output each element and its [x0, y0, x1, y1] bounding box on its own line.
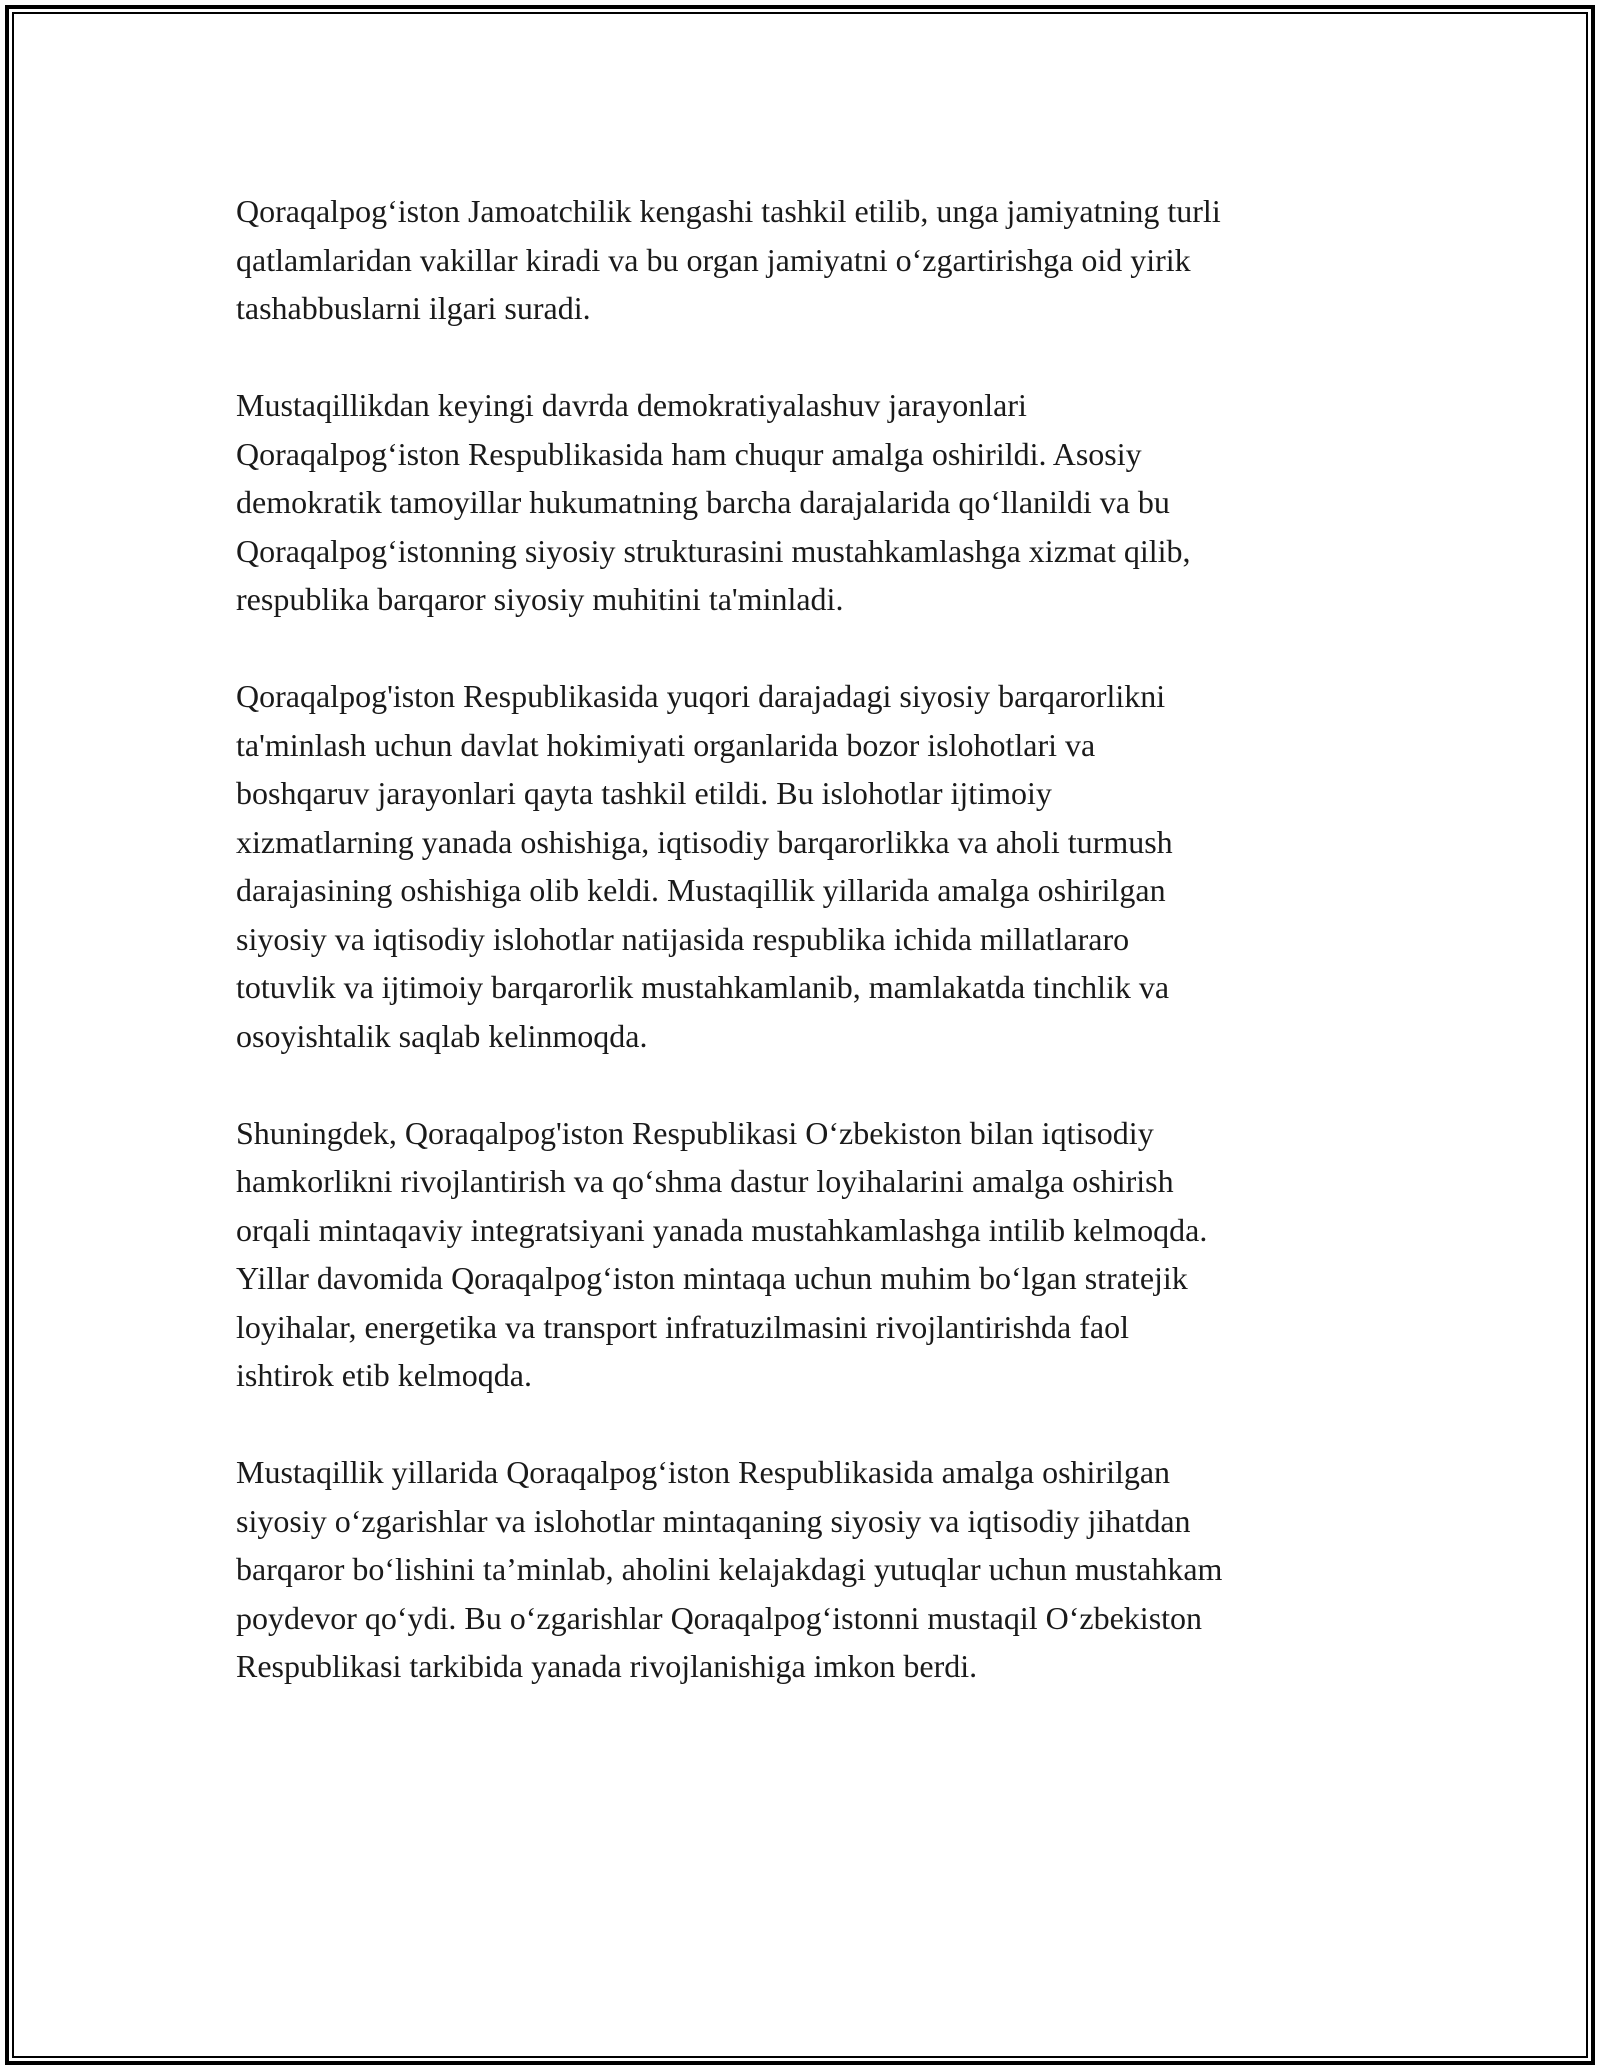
text-line: qatlamlaridan vakillar kiradi va bu organ jamiyatni o‘zgartirishga oid yirik: [236, 241, 1191, 278]
text-line: ishtirok etib kelmoqda.: [236, 1357, 532, 1393]
document-body: [236, 187, 1396, 1739]
text-line: demokratik tamoyillar hukumatning barcha darajalarida qo‘llanildi va bu: [236, 484, 1170, 520]
text-line: Respublikasi tarkibida yanada rivojlanishiga imkon berdi.: [236, 1648, 978, 1684]
text-line: totuvlik va ijtimoiy barqarorlik mustahkamlanib, mamlakatda tinchlik va: [236, 969, 1170, 1005]
paragraph-5: [236, 1448, 1396, 1691]
paragraph-4: [236, 1109, 1396, 1400]
text-line: siyosiy o‘zgarishlar va islohotlar mintaqaning siyosiy va iqtisodiy jihatdan: [236, 1502, 1191, 1539]
text-line: tashabbuslarni ilgari suradi.: [236, 290, 591, 326]
text-line: Mustaqillik yillarida Qoraqalpog‘iston Respublikasida amalga oshirilgan: [236, 1454, 1171, 1490]
text-line: poydevor qo‘ydi. Bu o‘zgarishlar Qoraqalpog‘istonni mustaqil O‘zbekiston: [236, 1599, 1203, 1636]
text-line: ta'minlash uchun davlat hokimiyati organlarida bozor islohotlari va: [236, 726, 1096, 763]
paragraph-3: [236, 672, 1396, 1060]
text-line: Yillar davomida Qoraqalpog‘iston mintaqa uchun muhim bo‘lgan stratejik: [236, 1260, 1188, 1296]
text-line: Qoraqalpog‘iston Jamoatchilik kengashi tashkil etilib, unga jamiyatning turli: [236, 193, 1221, 229]
text-line: xizmatlarning yanada oshishiga, iqtisodiy barqarorlikka va aholi turmush: [236, 823, 1173, 860]
text-line: hamkorlikni rivojlantirish va qo‘shma dastur loyihalarini amalga oshirish: [236, 1163, 1174, 1199]
paragraph-1: [236, 187, 1396, 333]
text-line: Mustaqillikdan keyingi davrda demokratiyalashuv jarayonlari: [236, 387, 1027, 423]
text-line: siyosiy va iqtisodiy islohotlar natijasida respublika ichida millatlararo: [236, 920, 1130, 957]
text-line: barqaror bo‘lishini ta’minlab, aholini kelajakdagi yutuqlar uchun mustahkam: [236, 1551, 1223, 1587]
text-line: Qoraqalpog‘iston Respublikasida ham chuqur amalga oshirildi. Asosiy: [236, 435, 1142, 472]
text-line: Qoraqalpog'iston Respublikasida yuqori darajadagi siyosiy barqarorlikni: [236, 678, 1166, 714]
text-line: darajasining oshishiga olib keldi. Mustaqillik yillarida amalga oshirilgan: [236, 872, 1166, 908]
text-line: Shuningdek, Qoraqalpog'iston Respublikasi O‘zbekiston bilan iqtisodiy: [236, 1114, 1154, 1151]
paragraph-2: [236, 381, 1396, 624]
text-line: boshqaruv jarayonlari qayta tashkil etildi. Bu islohotlar ijtimoiy: [236, 775, 1052, 811]
text-line: Qoraqalpog‘istonning siyosiy strukturasini mustahkamlashga xizmat qilib,: [236, 532, 1191, 569]
text-line: respublika barqaror siyosiy muhitini ta'minladi.: [236, 581, 844, 617]
text-line: orqali mintaqaviy integratsiyani yanada mustahkamlashga intilib kelmoqda.: [236, 1211, 1208, 1248]
text-line: loyihalar, energetika va transport infratuzilmasini rivojlantirishda faol: [236, 1308, 1129, 1345]
text-line: osoyishtalik saqlab kelinmoqda.: [236, 1017, 648, 1054]
